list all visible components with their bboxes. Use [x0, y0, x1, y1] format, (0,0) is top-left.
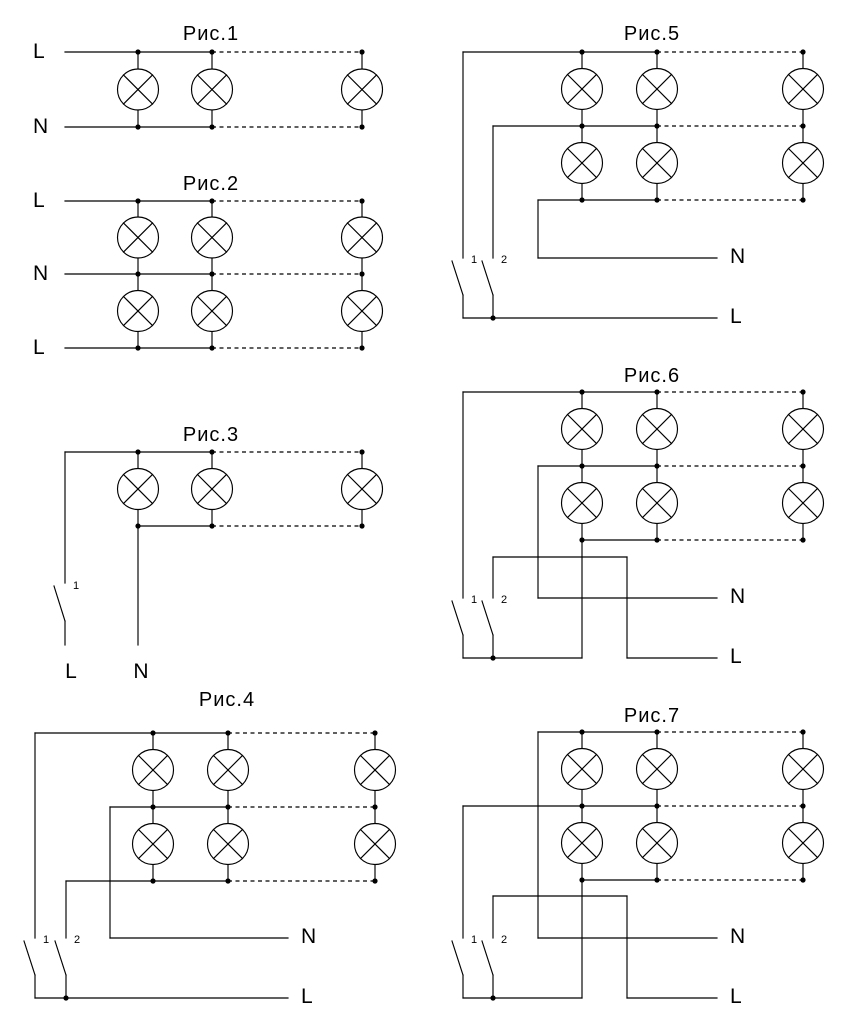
switch-1-label: 1	[43, 934, 50, 946]
switch-1-label: 1	[471, 594, 478, 606]
lamp-icon	[562, 466, 603, 541]
switch-2-label: 2	[501, 254, 508, 266]
figure-3-connection-dots	[135, 449, 364, 528]
wire-label-n: N	[730, 925, 746, 948]
figure-7	[452, 705, 824, 1008]
figure-2-title: Рис.2	[182, 173, 240, 195]
lamp-icon	[208, 733, 249, 808]
wire-label-l: L	[301, 985, 313, 1008]
switch-2-label: 2	[501, 594, 508, 606]
lamp-icon	[562, 52, 603, 127]
lamp-icon	[783, 126, 824, 201]
wire-label-n: N	[730, 245, 746, 268]
lamp-icon	[562, 392, 603, 467]
lamp-icon	[133, 733, 174, 808]
lamp-icon	[637, 806, 678, 881]
figure-5	[452, 23, 824, 328]
wire-label-n: N	[33, 115, 49, 138]
wire-label-l: L	[730, 985, 742, 1008]
figure-4	[24, 689, 396, 1008]
figure-6-wires	[463, 392, 803, 658]
lamp-icon	[355, 807, 396, 882]
figure-3-title: Рис.3	[182, 424, 240, 446]
lamp-icon	[342, 452, 383, 527]
lamp-icon	[637, 52, 678, 127]
lamp-icon	[118, 52, 159, 127]
figure-5-wires	[463, 52, 803, 318]
figure-4-title: Рис.4	[198, 689, 256, 711]
wire-label-l: L	[730, 645, 742, 668]
switch-icon	[55, 941, 66, 998]
lamp-icon	[637, 732, 678, 807]
switch-2-label: 2	[74, 934, 81, 946]
wire-label-n: N	[301, 925, 317, 948]
lamp-icon	[637, 392, 678, 467]
lamp-icon	[192, 452, 233, 527]
wire-label-l: L	[33, 40, 45, 63]
switch-1-label: 1	[471, 254, 478, 266]
figure-3	[54, 424, 383, 683]
lamp-icon	[783, 52, 824, 127]
wire-label-n: N	[730, 585, 746, 608]
figure-6-title: Рис.6	[623, 365, 681, 387]
figure-4-wires	[35, 733, 375, 998]
lamp-icon	[637, 126, 678, 201]
switch-icon	[452, 941, 463, 998]
lamp-icon	[637, 466, 678, 541]
lamp-icon	[783, 732, 824, 807]
switch-icon	[482, 261, 493, 318]
figure-1-title: Рис.1	[182, 23, 240, 45]
lamp-icon	[118, 452, 159, 527]
lamp-icon	[192, 200, 233, 275]
figure-6	[452, 365, 824, 668]
switch-1-label: 1	[471, 934, 478, 946]
switch-1-label: 1	[73, 580, 80, 592]
lamp-icon	[562, 806, 603, 881]
figure-7-wires	[463, 732, 803, 998]
switch-icon	[452, 261, 463, 318]
switch-icon	[482, 601, 493, 658]
lamp-icon	[783, 806, 824, 881]
lamp-icon	[783, 466, 824, 541]
lamp-icon	[118, 200, 159, 275]
lamp-icon	[342, 274, 383, 349]
switch-2-label: 2	[501, 934, 508, 946]
lamp-icon	[342, 52, 383, 127]
wire-label-n: N	[33, 262, 49, 285]
figure-2	[33, 173, 383, 359]
figure-5-title: Рис.5	[623, 23, 681, 45]
switch-icon	[452, 601, 463, 658]
wire-label-l: L	[730, 305, 742, 328]
figure-1-connection-dots	[135, 49, 364, 129]
lamp-icon	[133, 807, 174, 882]
lamp-icon	[783, 392, 824, 467]
wire-label-l-bottom: L	[33, 336, 45, 359]
lamp-icon	[208, 807, 249, 882]
lamp-icon	[192, 274, 233, 349]
lamp-icon	[118, 274, 159, 349]
wire-label-n: N	[133, 660, 149, 683]
lamp-icon	[355, 733, 396, 808]
lamp-icon	[562, 126, 603, 201]
figure-7-title: Рис.7	[623, 705, 681, 727]
wire-label-l-top: L	[33, 189, 45, 212]
lamp-icon	[562, 732, 603, 807]
lamp-icon	[192, 52, 233, 127]
figure-1	[33, 23, 383, 138]
switch-icon	[24, 941, 35, 998]
switch-icon	[54, 586, 65, 645]
wire-label-l: L	[65, 660, 77, 683]
switch-icon	[482, 941, 493, 998]
lamp-icon	[342, 200, 383, 275]
